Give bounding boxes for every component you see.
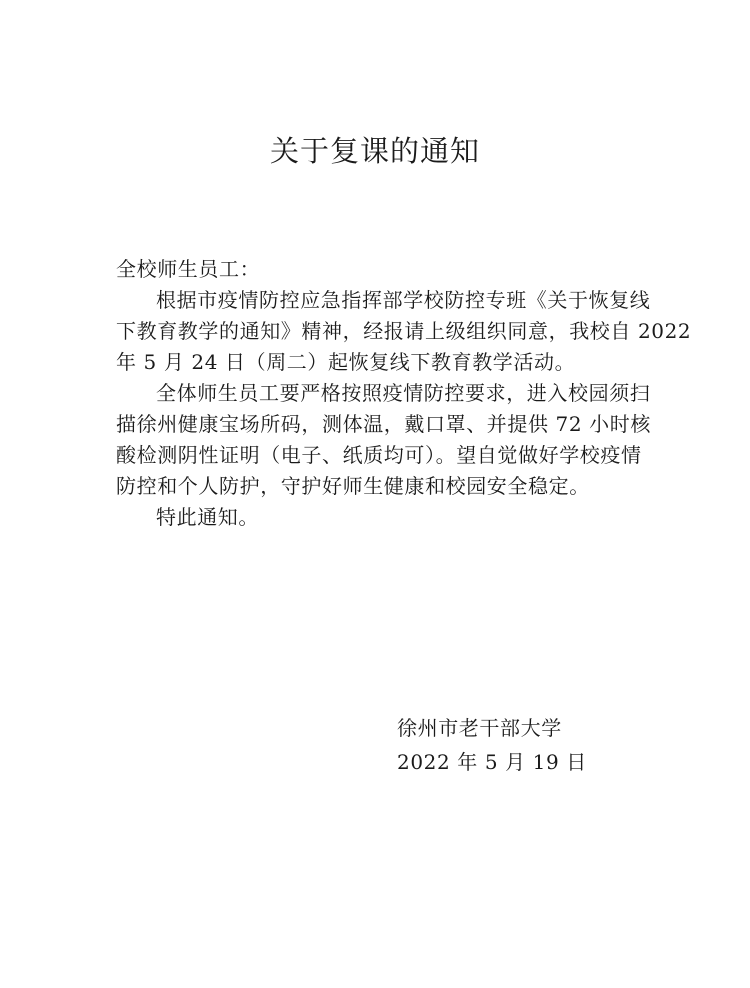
paragraph-line: 防控和个人防护，守护好师生健康和校园安全稳定。 bbox=[116, 474, 590, 498]
salutation: 全校师生员工： bbox=[116, 257, 261, 281]
paragraph-2 bbox=[116, 378, 656, 502]
paragraph-line: 年 5 月 24 日（周二）起恢复线下教育教学活动。 bbox=[116, 350, 576, 374]
signature-block bbox=[397, 711, 587, 779]
paragraph-line: 根据市疫情防控应急指挥部学校防控专班《关于恢复线 bbox=[156, 288, 651, 312]
paragraph-line: 酸检测阴性证明（电子、纸质均可）。望自觉做好学校疫情 bbox=[116, 443, 642, 467]
paragraph-line: 全体师生员工要严格按照疫情防控要求，进入校园须扫 bbox=[156, 381, 651, 405]
paragraph-line: 描徐州健康宝场所码，测体温，戴口罩、并提供 72 小时核 bbox=[116, 412, 651, 436]
page-title: 关于复课的通知 bbox=[269, 134, 480, 168]
document-body bbox=[116, 254, 692, 533]
paragraph-line: 下教育教学的通知》精神，经报请上级组织同意，我校自 2022 bbox=[116, 319, 692, 343]
signature-organization: 徐州市老干部大学 bbox=[397, 716, 562, 740]
paragraph-1 bbox=[116, 285, 692, 378]
paragraph-3 bbox=[116, 502, 656, 533]
signature-date: 2022 年 5 月 19 日 bbox=[397, 750, 587, 774]
closing-line: 特此通知。 bbox=[156, 505, 259, 529]
